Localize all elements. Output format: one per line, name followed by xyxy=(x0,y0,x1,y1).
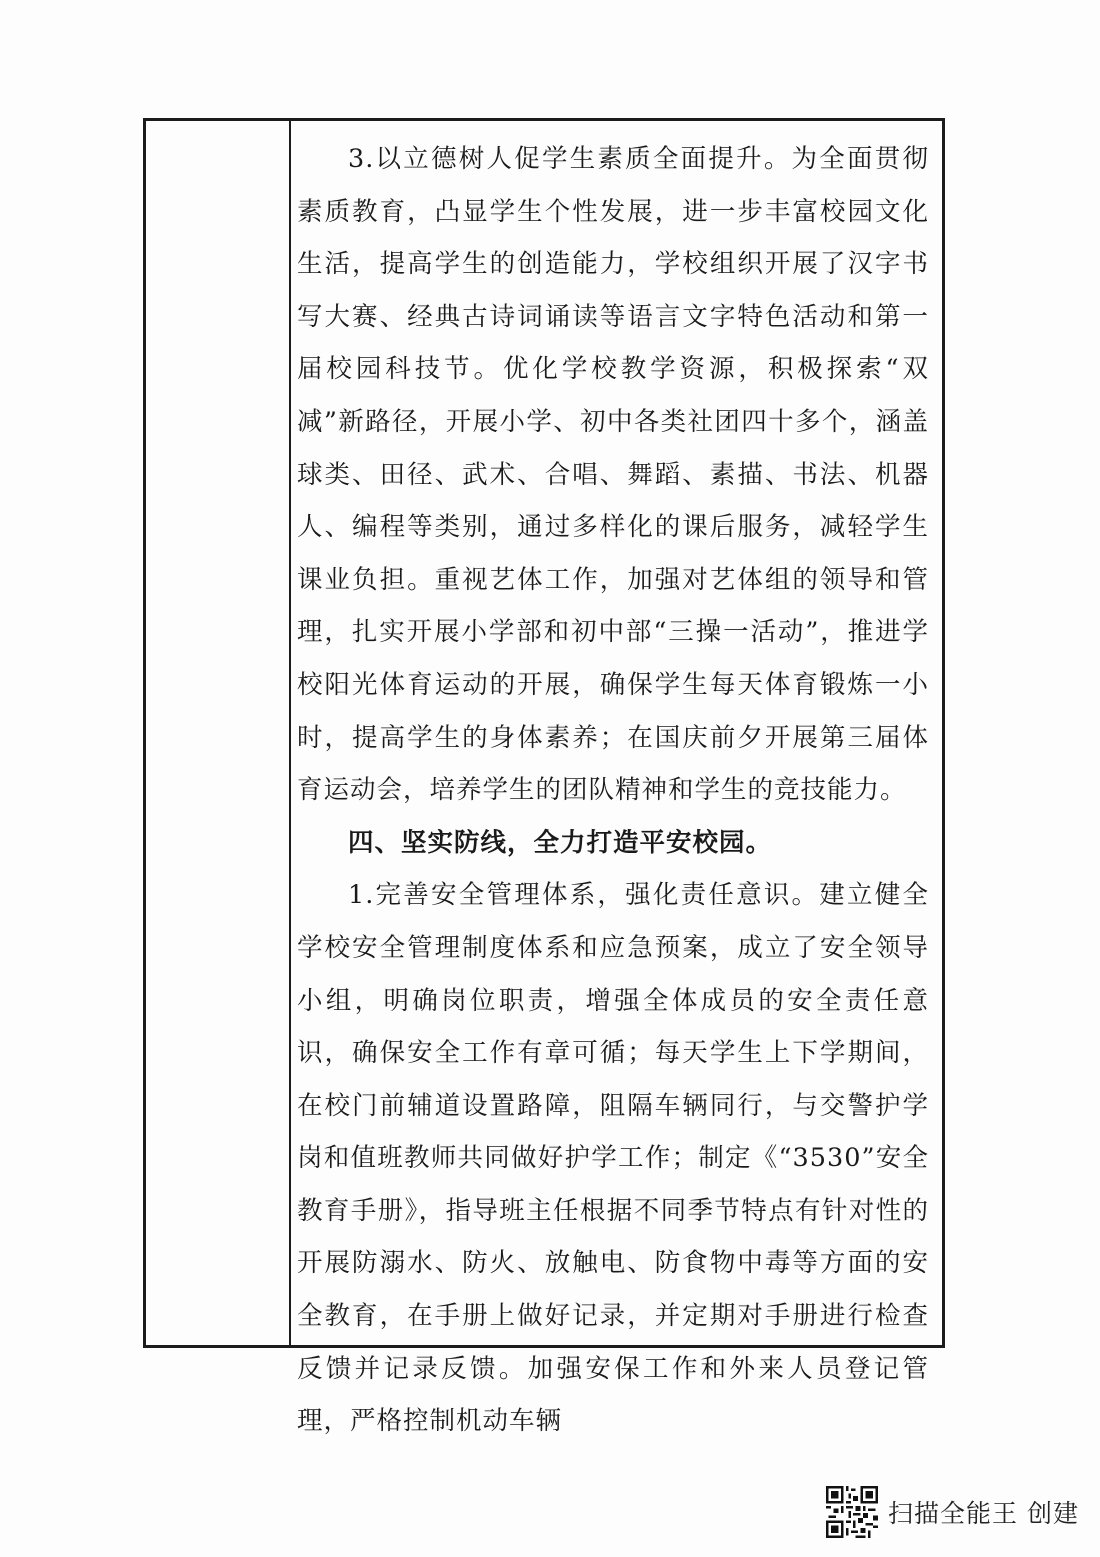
section-heading-safe-campus: 四、坚实防线，全力打造平安校园。 xyxy=(348,827,773,858)
table-content-cell xyxy=(297,133,929,1448)
paragraph-safety-management: 1.完善安全管理体系，强化责任意识。建立健全学校安全管理制度体系和应急预案，成立了安全领导小组，明确岗位职责，增强全体成员的安全责任意识，确保安全工作有章可循；每天学生上下学期间，在校门前辅道设置路障，阻隔车辆同行，与交警护学岗和值班教师共同做好护学工作；制定《“3530”安全教育手册》，指导班主任根据不同季节特点有针对性的开展防溺水、防火、放触电、防食物中毒等方面的安全教育，在手册上做好记录，并定期对手册进行检查反馈并记录反馈。加强安保工作和外来人员登记管理，严格控制机动车辆 xyxy=(297,880,929,1437)
paragraph-quality-education: 3.以立德树人促学生素质全面提升。为全面贯彻素质教育，凸显学生个性发展，进一步丰富校园文化生活，提高学生的创造能力，学校组织开展了汉字书写大赛、经典古诗词诵读等语言文字特色活动和第一届校园科技节。优化学校教学资源，积极探索“双减”新路径，开展小学、初中各类社团四十多个，涵盖球类、田径、武术、合唱、舞蹈、素描、书法、机器人、编程等类别，通过多样化的课后服务，减轻学生课业负担。重视艺体工作，加强对艺体组的领导和管理，扎实开展小学部和初中部“三操一活动”，推进学校阳光体育运动的开展，确保学生每天体育锻炼一小时，提高学生的身体素养；在国庆前夕开展第三届体育运动会，培养学生的团队精神和学生的竞技能力。 xyxy=(297,144,929,806)
table-left-column xyxy=(146,121,291,1345)
scanner-watermark xyxy=(826,1486,1079,1538)
qr-code-icon xyxy=(826,1486,878,1538)
scanner-app-label: 扫描全能王 创建 xyxy=(888,1499,1079,1528)
document-table xyxy=(143,118,945,1437)
